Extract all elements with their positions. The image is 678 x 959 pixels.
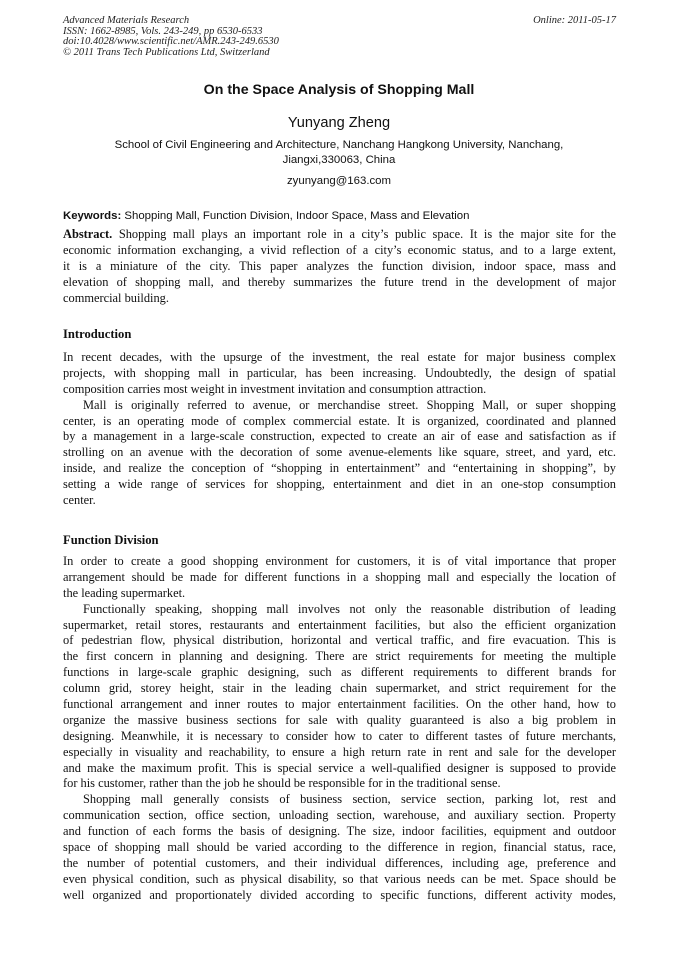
- author-name: Yunyang Zheng: [287, 115, 391, 131]
- affiliation-line: School of Civil Engineering and Architecture, Nanchang Hangkong University, Nanchang,: [114, 139, 564, 151]
- paper-title: On the Space Analysis of Shopping Mall: [203, 82, 475, 98]
- paragraph-line: column grid, storey height, stair in the leading chain supermarket, and strict requirement for the: [63, 681, 616, 696]
- paragraph-line: projects, with shopping mall in particular, has been increasing. Undoubtedly, the design of spatial: [63, 365, 616, 380]
- affiliation: [80, 138, 598, 168]
- section-heading-introduction: Introduction: [63, 327, 132, 341]
- abstract-label: Abstract.: [63, 227, 113, 241]
- paragraph-line: of pedestrian flow, physical distribution, horizontal and vertical traffic, and fire evacuation. This is: [63, 633, 616, 648]
- paragraph-line: designing. Meanwhile, it is necessary to consider how to cater to different tastes of future merchants,: [63, 728, 616, 743]
- paragraph-line: arrangement should be made for different functions in a shopping mall and especially the location of: [63, 569, 616, 584]
- introduction-text: [63, 350, 616, 509]
- function-division-text: [63, 554, 616, 904]
- abstract-line: elevation of shopping mall, and thereby summarizes the future trend in the development of major: [63, 274, 616, 289]
- paragraph-line: the leading supermarket.: [63, 585, 186, 600]
- paragraph-line: supermarket, retail stores, restaurants and entertainment facilities, but also the efficient organization: [63, 617, 616, 632]
- paragraph-line: In order to create a good shopping environment for customers, it is of vital importance that proper: [63, 554, 616, 568]
- paragraph-line: and make the maximum profit. This is special service a well-qualified designer is supposed to provide: [63, 760, 616, 775]
- doi-line: doi:10.4028/www.scientific.net/AMR.243-249.6530: [63, 36, 279, 48]
- paragraph-line: communication section, office section, unloading section, warehouse, and auxiliary section. Property: [63, 808, 616, 823]
- abstract-line: economic information exchanging, a vivid reflection of a city’s economic status, and to a large extent,: [63, 242, 616, 257]
- paragraph-line: even physical condition, such as physical disability, so that various needs can be met. Space should be: [63, 871, 616, 886]
- keywords-text: Shopping Mall, Function Division, Indoor Space, Mass and Elevation: [124, 210, 470, 222]
- online-date: Online: 2011-05-17: [533, 15, 616, 26]
- paragraph-line: by a management in a large-scale construction, expected to create an air of ease and satisfaction as if: [63, 429, 616, 444]
- paragraph-line: strolling on an avenue with the decoration of some avenue-elements like square, street, and yard, etc.: [63, 445, 616, 460]
- paragraph-line: and function of each forms the basis of designing. The size, indoor facilities, equipment and outdoor: [63, 824, 616, 839]
- paragraph-line: Functionally speaking, shopping mall involves not only the reasonable distribution of leading: [83, 601, 616, 616]
- paragraph-line: center, is an operating mode of complex commercial estate. It is organized, coordinated and planned: [63, 413, 616, 428]
- paragraph-line: setting a wide range of services for shopping, entertainment and diet in an one-stop consumption: [63, 477, 616, 492]
- paragraph-line: Shopping mall generally consists of business section, service section, parking lot, rest and: [83, 792, 616, 807]
- author-email: zyunyang@163.com: [286, 175, 391, 187]
- paragraph-line: organize the massive business sections for sale with quality guaranteed is also a big problem in: [63, 712, 616, 727]
- affiliation-line: Jiangxi,330063, China: [282, 154, 396, 166]
- paragraph-line: the first concern in planning and designing. There are strict requirements for meeting the multiple: [63, 649, 616, 664]
- keywords-label: Keywords:: [63, 210, 122, 222]
- paragraph-line: the number of potential customers, and their individual differences, including age, preference and: [63, 855, 616, 870]
- paragraph-line: space of shopping mall should be varied according to the difference in region, financial status, race,: [63, 840, 616, 855]
- paragraph-line: Mall is originally referred to avenue, or merchandise street. Shopping Mall, or super shopping: [83, 397, 616, 412]
- paragraph-line: inside, and realize the conception of “shopping in entertainment” and “entertaining in shopping”, by: [63, 461, 616, 476]
- paragraph-line: functional arrangement and inner routes to major entertainment facilities. On the other hand, how to: [63, 697, 616, 712]
- paragraph-line: composition carries most weight in investment invitation and consumption attraction.: [63, 381, 487, 396]
- abstract-line: Abstract. Shopping mall plays an important role in a city’s public space. It is the major site for the: [63, 227, 616, 241]
- paragraph-line: well organized and proportionately divided according to specific functions, different activity modes,: [63, 887, 616, 902]
- abstract-line: it is a miniature of the city. This paper analyzes the function division, indoor space, mass and: [63, 258, 616, 273]
- section-heading-function-division: Function Division: [63, 533, 159, 547]
- paragraph-line: especially in visuality and reachability, to ensure a high return rate in rent and sale for the developer: [63, 744, 616, 759]
- abstract-line: commercial building.: [63, 290, 169, 305]
- keywords: [63, 210, 623, 222]
- paragraph-line: In recent decades, with the upsurge of the investment, the real estate for major business complex: [63, 350, 616, 364]
- copyright-line: © 2011 Trans Tech Publications Ltd, Switzerland: [63, 47, 270, 59]
- abstract: [63, 227, 616, 306]
- journal-header: [63, 16, 616, 59]
- paragraph-line: functions in large-scale graphic designing, such as different requirements to different brands for: [63, 665, 616, 680]
- issn-line: ISSN: 1662-8985, Vols. 243-249, pp 6530-6533: [63, 25, 263, 37]
- journal-name: Advanced Materials Research: [63, 15, 190, 26]
- paragraph-line: for his customer, rather than the job he should be responsible for in the traditional sense.: [63, 776, 501, 791]
- paragraph-line: center.: [63, 493, 96, 508]
